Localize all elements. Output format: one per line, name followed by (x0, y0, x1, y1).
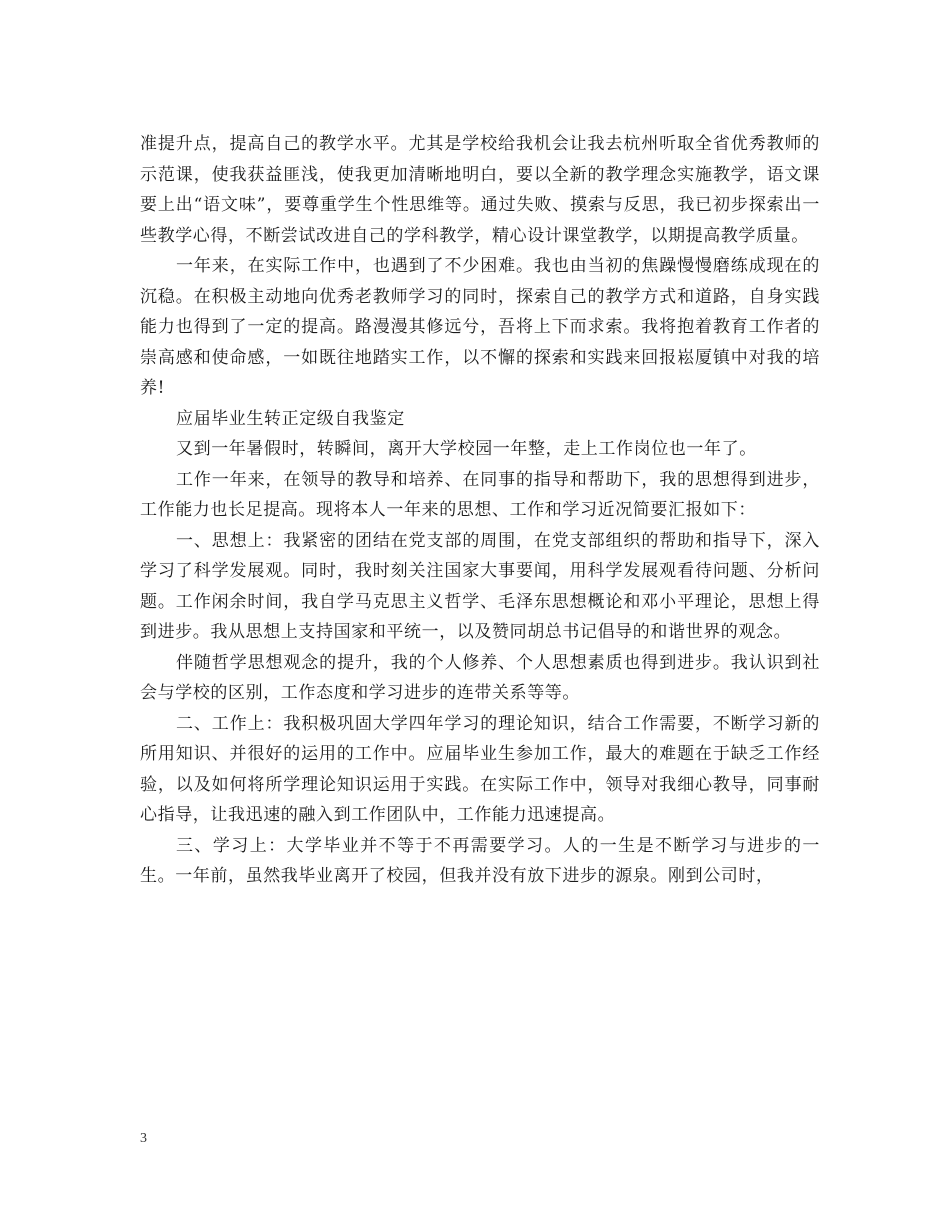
section-title: 应届毕业生转正定级自我鉴定 (176, 408, 405, 429)
paragraph-4: 又到一年暑假时，转瞬间，离开大学校园一年整，走上工作岗位也一年了。 (176, 439, 757, 459)
paragraph-6: 一、思想上：我紧密的团结在党支部的周围，在党支部组织的帮助和指导下，深入学习了科学发展观。同时，我时刻关注国家大事要闻，用科学发展观看待问题、分析问题。工作闲余时间，我自学马克思主义哲学、毛泽东思想概论和邓小平理论，思想上得到进步。我从思想上支持国家和平统一，以及赞同胡总书记倡导的和谐世界的观念。 (140, 530, 820, 642)
paragraph-1: 准提升点，提高自己的教学水平。尤其是学校给我机会让我去杭州听取全省优秀教师的示范课，使我获益匪浅，使我更加清晰地明白，要以全新的教学理念实施教学，语文课要上出“语文味”，要尊重学生个性思维等。通过失败、摸索与反思，我已初步探索出一些教学心得，不断尝试改进自己的学科教学，精心设计课堂教学，以期提高教学质量。 (140, 134, 820, 246)
document-body (140, 129, 820, 892)
paragraph-9: 三、学习上：大学毕业并不等于不再需要学习。人的一生是不断学习与进步的一生。一年前，虽然我毕业离开了校园，但我并没有放下进步的源泉。刚到公司时， (140, 835, 820, 886)
paragraph-7: 伴随哲学思想观念的提升，我的个人修养、个人思想素质也得到进步。我认识到社会与学校的区别，工作态度和学习进步的连带关系等等。 (140, 652, 820, 703)
page-number: 3 (140, 1131, 147, 1146)
paragraph-2: 一年来，在实际工作中，也遇到了不少困难。我也由当初的焦躁慢慢磨练成现在的沉稳。在积极主动地向优秀老教师学习的同时，探索自己的教学方式和道路，自身实践能力也得到了一定的提高。路漫漫其修远兮，吾将上下而求索。我将抱着教育工作者的崇高感和使命感，一如既往地踏实工作，以不懈的探索和实践来回报崧厦镇中对我的培养! (140, 256, 820, 398)
paragraph-8: 二、工作上：我积极巩固大学四年学习的理论知识，结合工作需要，不断学习新的所用知识、并很好的运用的工作中。应届毕业生参加工作，最大的难题在于缺乏工作经验，以及如何将所学理论知识运用于实践。在实际工作中，领导对我细心教导，同事耐心指导，让我迅速的融入到工作团队中，工作能力迅速提高。 (140, 713, 820, 825)
paragraph-5: 工作一年来，在领导的教导和培养、在同事的指导和帮助下，我的思想得到进步，工作能力也长足提高。现将本人一年来的思想、工作和学习近况简要汇报如下： (140, 469, 820, 520)
